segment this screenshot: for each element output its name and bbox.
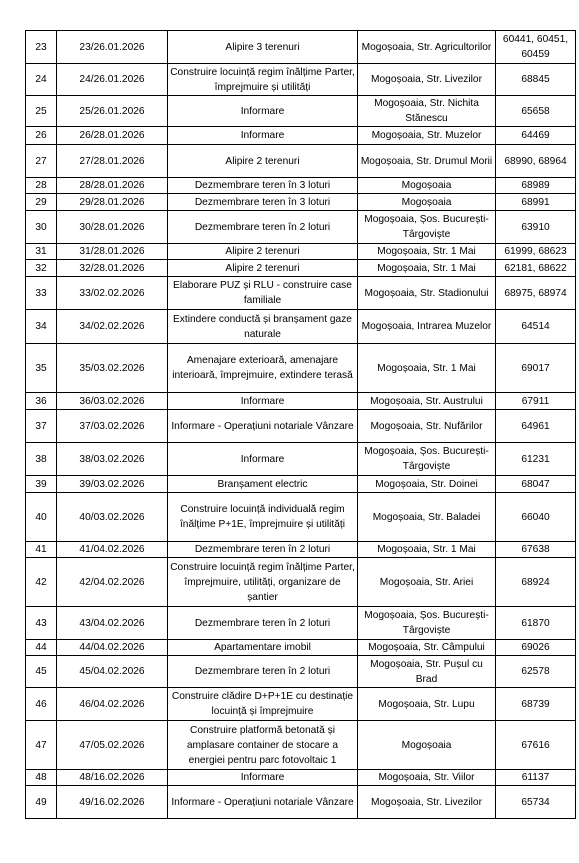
registration-date-cell: 44/04.02.2026 [57,640,168,656]
request-object-cell: Amenajare exterioară, amenajare interioară, împrejmuire, extindere terasă [168,344,358,393]
cadastral-number-cell: 69026 [496,640,576,656]
row-number-cell: 27 [26,145,57,178]
row-number-cell: 29 [26,194,57,211]
address-cell: Mogoșoaia, Str. Pușul cu Brad [358,656,496,688]
request-object-cell: Dezmembrare teren în 3 loturi [168,178,358,194]
row-number-cell: 25 [26,96,57,127]
cadastral-number-cell: 60441, 60451, 60459 [496,31,576,64]
table-row [26,178,576,194]
address-cell: Mogoșoaia, Str. 1 Mai [358,542,496,558]
registration-date-cell: 24/26.01.2026 [57,64,168,96]
table-row [26,688,576,721]
row-number-cell: 48 [26,770,57,786]
request-object-cell: Construire platformă betonată și amplasare container de stocare a energiei pentru parc fotovoltaic 1 [168,721,358,770]
table-row [26,640,576,656]
request-object-cell: Alipire 2 terenuri [168,145,358,178]
table-body [26,31,576,819]
request-object-cell: Apartamentare imobil [168,640,358,656]
registration-date-cell: 32/28.01.2026 [57,260,168,277]
table-row [26,393,576,410]
registration-date-cell: 33/02.02.2026 [57,277,168,310]
cadastral-number-cell: 68924 [496,558,576,607]
row-number-cell: 31 [26,244,57,260]
table-row [26,145,576,178]
registration-date-cell: 46/04.02.2026 [57,688,168,721]
request-object-cell: Dezmembrare teren în 3 loturi [168,194,358,211]
request-object-cell: Construire locuință regim înălțime Parter, împrejmuire și utilități [168,64,358,96]
cadastral-number-cell: 64469 [496,127,576,145]
cadastral-number-cell: 67616 [496,721,576,770]
request-object-cell: Dezmembrare teren în 2 loturi [168,656,358,688]
address-cell: Mogoșoaia, Str. Austrului [358,393,496,410]
request-object-cell: Informare [168,96,358,127]
row-number-cell: 45 [26,656,57,688]
request-object-cell: Construire clădire D+P+1E cu destinație locuință și împrejmuire [168,688,358,721]
registration-date-cell: 49/16.02.2026 [57,786,168,819]
table-row [26,476,576,493]
registration-date-cell: 28/28.01.2026 [57,178,168,194]
address-cell: Mogoșoaia, Șos. București-Târgoviște [358,211,496,244]
address-cell: Mogoșoaia, Str. Livezilor [358,786,496,819]
request-object-cell: Informare [168,770,358,786]
document-table [25,30,576,819]
request-object-cell: Informare [168,127,358,145]
request-object-cell: Dezmembrare teren în 2 loturi [168,211,358,244]
table-row [26,194,576,211]
row-number-cell: 37 [26,410,57,443]
row-number-cell: 33 [26,277,57,310]
table-row [26,344,576,393]
row-number-cell: 24 [26,64,57,96]
registration-date-cell: 29/28.01.2026 [57,194,168,211]
table-row [26,786,576,819]
registration-date-cell: 40/03.02.2026 [57,493,168,542]
address-cell: Mogoșoaia, Str. Livezilor [358,64,496,96]
cadastral-number-cell: 62578 [496,656,576,688]
request-object-cell: Construire locuință regim înălțime Parter, împrejmuire, utilități, organizare de șantier [168,558,358,607]
row-number-cell: 23 [26,31,57,64]
cadastral-number-cell: 64514 [496,310,576,344]
registration-date-cell: 34/02.02.2026 [57,310,168,344]
cadastral-number-cell: 65734 [496,786,576,819]
cadastral-number-cell: 64961 [496,410,576,443]
request-object-cell: Dezmembrare teren în 2 loturi [168,542,358,558]
request-object-cell: Informare - Operațiuni notariale Vânzare [168,410,358,443]
address-cell: Mogoșoaia, Str. Stadionului [358,277,496,310]
row-number-cell: 36 [26,393,57,410]
row-number-cell: 30 [26,211,57,244]
request-object-cell: Alipire 2 terenuri [168,260,358,277]
table-row [26,127,576,145]
row-number-cell: 46 [26,688,57,721]
cadastral-number-cell: 61137 [496,770,576,786]
cadastral-number-cell: 65658 [496,96,576,127]
cadastral-number-cell: 68739 [496,688,576,721]
request-object-cell: Elaborare PUZ și RLU - construire case familiale [168,277,358,310]
request-object-cell: Alipire 3 terenuri [168,31,358,64]
row-number-cell: 26 [26,127,57,145]
address-cell: Mogoșoaia [358,194,496,211]
registration-date-cell: 25/26.01.2026 [57,96,168,127]
table-row [26,277,576,310]
address-cell: Mogoșoaia, Str. Agricultorilor [358,31,496,64]
address-cell: Mogoșoaia, Șos. București-Târgoviște [358,607,496,640]
registration-date-cell: 42/04.02.2026 [57,558,168,607]
cadastral-number-cell: 61870 [496,607,576,640]
cadastral-number-cell: 61999, 68623 [496,244,576,260]
cadastral-number-cell: 67911 [496,393,576,410]
address-cell: Mogoșoaia [358,721,496,770]
address-cell: Mogoșoaia, Str. Câmpului [358,640,496,656]
row-number-cell: 49 [26,786,57,819]
cadastral-number-cell: 68975, 68974 [496,277,576,310]
row-number-cell: 35 [26,344,57,393]
row-number-cell: 41 [26,542,57,558]
row-number-cell: 32 [26,260,57,277]
table-row [26,558,576,607]
cadastral-number-cell: 63910 [496,211,576,244]
address-cell: Mogoșoaia, Str. Drumul Morii [358,145,496,178]
request-object-cell: Informare [168,443,358,476]
registration-date-cell: 31/28.01.2026 [57,244,168,260]
cadastral-number-cell: 68845 [496,64,576,96]
table-row [26,31,576,64]
request-object-cell: Dezmembrare teren în 2 loturi [168,607,358,640]
address-cell: Mogoșoaia [358,178,496,194]
registration-date-cell: 45/04.02.2026 [57,656,168,688]
table-row [26,542,576,558]
row-number-cell: 43 [26,607,57,640]
registration-date-cell: 38/03.02.2026 [57,443,168,476]
cadastral-number-cell: 62181, 68622 [496,260,576,277]
address-cell: Mogoșoaia, Str. Viilor [358,770,496,786]
table-row [26,770,576,786]
address-cell: Mogoșoaia, Str. Doinei [358,476,496,493]
address-cell: Mogoșoaia, Str. Lupu [358,688,496,721]
address-cell: Mogoșoaia, Str. 1 Mai [358,344,496,393]
address-cell: Mogoșoaia, Str. Nichita Stănescu [358,96,496,127]
cadastral-number-cell: 68991 [496,194,576,211]
table-row [26,410,576,443]
table-row [26,607,576,640]
registration-date-cell: 48/16.02.2026 [57,770,168,786]
table-row [26,721,576,770]
request-object-cell: Construire locuință individuală regim înălțime P+1E, împrejmuire și utilități [168,493,358,542]
cadastral-number-cell: 69017 [496,344,576,393]
address-cell: Mogoșoaia, Str. Ariei [358,558,496,607]
table-row [26,211,576,244]
table-row [26,656,576,688]
table-row [26,493,576,542]
address-cell: Mogoșoaia, Str. 1 Mai [358,244,496,260]
registration-date-cell: 26/28.01.2026 [57,127,168,145]
registration-date-cell: 36/03.02.2026 [57,393,168,410]
registration-date-cell: 37/03.02.2026 [57,410,168,443]
cadastral-number-cell: 66040 [496,493,576,542]
cadastral-number-cell: 67638 [496,542,576,558]
request-object-cell: Alipire 2 terenuri [168,244,358,260]
cadastral-number-cell: 68047 [496,476,576,493]
row-number-cell: 42 [26,558,57,607]
row-number-cell: 39 [26,476,57,493]
address-cell: Mogoșoaia, Str. Muzelor [358,127,496,145]
row-number-cell: 28 [26,178,57,194]
registration-date-cell: 27/28.01.2026 [57,145,168,178]
registration-date-cell: 43/04.02.2026 [57,607,168,640]
address-cell: Mogoșoaia, Șos. București-Târgoviște [358,443,496,476]
request-object-cell: Extindere conductă și branșament gaze naturale [168,310,358,344]
address-cell: Mogoșoaia, Str. Baladei [358,493,496,542]
address-cell: Mogoșoaia, Intrarea Muzelor [358,310,496,344]
request-object-cell: Informare [168,393,358,410]
cadastral-number-cell: 68989 [496,178,576,194]
row-number-cell: 34 [26,310,57,344]
row-number-cell: 44 [26,640,57,656]
cadastral-number-cell: 68990, 68964 [496,145,576,178]
registration-date-cell: 35/03.02.2026 [57,344,168,393]
registration-date-cell: 23/26.01.2026 [57,31,168,64]
registration-date-cell: 41/04.02.2026 [57,542,168,558]
row-number-cell: 38 [26,443,57,476]
row-number-cell: 47 [26,721,57,770]
table-row [26,244,576,260]
row-number-cell: 40 [26,493,57,542]
cadastral-number-cell: 61231 [496,443,576,476]
table-row [26,310,576,344]
address-cell: Mogoșoaia, Str. 1 Mai [358,260,496,277]
table-row [26,443,576,476]
address-cell: Mogoșoaia, Str. Nufărilor [358,410,496,443]
registration-date-cell: 39/03.02.2026 [57,476,168,493]
registration-date-cell: 47/05.02.2026 [57,721,168,770]
request-object-cell: Informare - Operațiuni notariale Vânzare [168,786,358,819]
table-row [26,96,576,127]
registration-date-cell: 30/28.01.2026 [57,211,168,244]
request-object-cell: Branșament electric [168,476,358,493]
table-row [26,64,576,96]
table-row [26,260,576,277]
